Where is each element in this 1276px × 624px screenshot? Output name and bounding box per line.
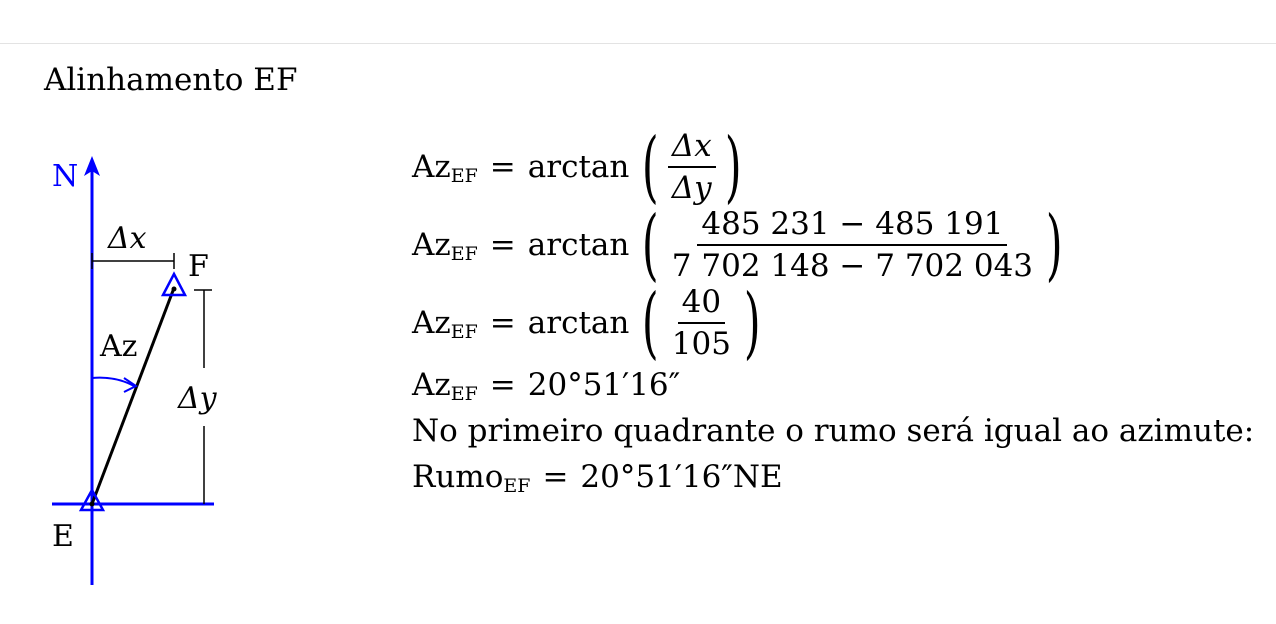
az-subscript: EF bbox=[450, 243, 478, 265]
az-lhs: Az bbox=[412, 305, 451, 341]
point-f-label: F bbox=[188, 249, 209, 284]
equations-block bbox=[412, 122, 1255, 500]
azimuth-arc bbox=[92, 378, 134, 386]
point-e-label: E bbox=[52, 519, 74, 554]
az-lhs: Az bbox=[412, 367, 451, 403]
right-paren: ) bbox=[743, 278, 761, 368]
equals-sign: = bbox=[489, 305, 516, 341]
dx-label: Δx bbox=[108, 221, 147, 256]
fraction-2-den: 7 702 148 − 7 702 043 bbox=[671, 248, 1034, 284]
fraction-1 bbox=[668, 128, 716, 206]
station-f-dot bbox=[172, 287, 177, 292]
fraction-1-num: Δx bbox=[668, 128, 716, 168]
az-lhs: Az bbox=[412, 227, 451, 263]
azimuth-result: 20°51′16″ bbox=[527, 367, 681, 403]
fraction-3-den: 105 bbox=[671, 326, 731, 362]
rumo-row bbox=[412, 454, 1254, 500]
right-paren: ) bbox=[1045, 200, 1063, 290]
az-subscript: EF bbox=[450, 165, 478, 187]
equals-sign: = bbox=[489, 149, 516, 185]
fraction-3 bbox=[668, 284, 735, 362]
azimuth-label: Az bbox=[100, 329, 138, 364]
alignment-line bbox=[92, 288, 174, 504]
az-lhs: Az bbox=[412, 149, 451, 185]
equals-sign: = bbox=[489, 227, 516, 263]
equation-row-3 bbox=[412, 278, 1254, 368]
north-label: N bbox=[52, 159, 79, 194]
arctan-fn: arctan bbox=[527, 149, 630, 185]
equation-row-2 bbox=[412, 200, 1254, 290]
right-paren: ) bbox=[724, 122, 742, 212]
az-subscript: EF bbox=[450, 321, 478, 343]
dy-label: Δy bbox=[178, 381, 217, 416]
quadrant-note-text: No primeiro quadrante o rumo será igual ao azimute: bbox=[412, 413, 1255, 449]
rumo-subscript: EF bbox=[503, 475, 531, 497]
rumo-result: 20°51′16″NE bbox=[580, 459, 783, 495]
page-title: Alinhamento EF bbox=[44, 62, 298, 98]
quadrant-note bbox=[412, 408, 1254, 454]
station-e-dot bbox=[90, 502, 95, 507]
equals-sign: = bbox=[542, 459, 569, 495]
fraction-2-num: 485 231 − 485 191 bbox=[697, 206, 1007, 246]
equals-sign: = bbox=[489, 367, 516, 403]
alignment-diagram bbox=[0, 140, 320, 600]
left-paren: ( bbox=[642, 122, 659, 212]
fraction-1-den: Δy bbox=[671, 170, 712, 206]
left-paren: ( bbox=[642, 200, 659, 290]
az-subscript: EF bbox=[450, 383, 478, 405]
fraction-2 bbox=[668, 206, 1037, 284]
fraction-3-num: 40 bbox=[678, 284, 725, 324]
top-divider bbox=[0, 43, 1276, 44]
arctan-fn: arctan bbox=[527, 227, 630, 263]
left-paren: ( bbox=[642, 278, 659, 368]
equation-row-1 bbox=[412, 122, 1254, 212]
arctan-fn: arctan bbox=[527, 305, 630, 341]
rumo-lhs: Rumo bbox=[412, 459, 504, 495]
equation-row-4 bbox=[412, 362, 1254, 408]
